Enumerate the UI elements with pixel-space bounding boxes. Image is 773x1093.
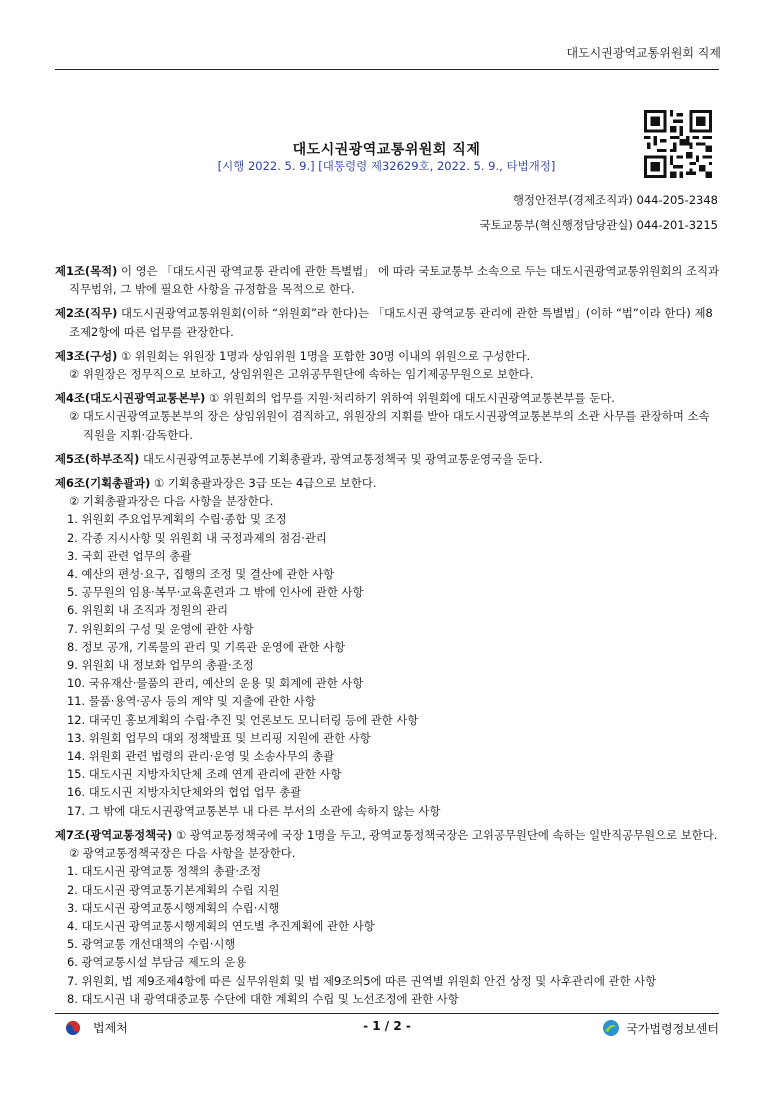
item-list (55, 862, 719, 1008)
list-item: 3. 국회 관련 업무의 총괄 (67, 548, 192, 563)
article-heading[interactable]: 제5조(하부조직) (55, 451, 140, 466)
list-item: 9. 위원회 내 정보화 업무의 총괄·조정 (67, 658, 254, 673)
footer (55, 1019, 719, 1037)
article-heading[interactable]: 제1조(목적) (55, 264, 118, 278)
article-text: ① 위원회의 업무를 지원·처리하기 위하여 위원회에 대도시권광역교통본부를 둔다. (205, 391, 615, 406)
article-text: ① 기획총괄과장은 3급 또는 4급으로 보한다. (150, 476, 377, 491)
effective-date-info[interactable]: [시행 2022. 5. 9.] [대통령령 제32629호, 2022. 5. 9., 타법개정] (217, 159, 556, 173)
article-heading[interactable]: 제6조(기획총괄과) (55, 476, 151, 491)
article-heading[interactable]: 제7조(광역교통정책국) (55, 827, 173, 842)
list-item: 12. 대국민 홍보계획의 수립·추진 및 언론보도 모니터링 등에 관한 사항 (67, 712, 419, 727)
article-2 (55, 304, 719, 340)
list-item: 17. 그 밖에 대도시권광역교통본부 내 다른 부서의 소관에 속하지 않는 사항 (67, 803, 441, 818)
list-item: 11. 물품·용역·공사 등의 계약 및 지출에 관한 사항 (67, 694, 316, 709)
list-item: 10. 국유재산·물품의 관리, 예산의 운용 및 회계에 관한 사항 (67, 676, 364, 691)
ministry-contact-2: 국토교통부(혁신행정담당관실) 044-201-3215 (479, 218, 718, 232)
article-heading[interactable]: 제3조(구성) (55, 348, 118, 363)
article-text: ① 광역교통정책국에 국장 1명을 두고, 광역교통정책국장은 고위공무원단에 속하는 일반직공무원으로 보한다. (172, 827, 718, 842)
article-5 (55, 450, 719, 468)
article-paragraph: ② 위원장은 정무직으로 보하고, 상임위원은 고위공무원단에 속하는 임기제공무원으로 보한다. (69, 367, 534, 382)
list-item: 14. 위원회 관련 법령의 관리·운영 및 소송사무의 총괄 (67, 749, 335, 764)
document-title: 대도시권광역교통위원회 직제 (292, 142, 481, 158)
list-item: 2. 각종 지시사항 및 위원회 내 국정과제의 점검·관리 (67, 530, 327, 545)
article-text: 이 영은 「대도시권 광역교통 관리에 관한 특별법」 에 따라 국토교통부 소속으로 두는 대도시권광역교통위원회의 조직과 직무범위, 그 밖에 필요한 사항을 규정함을 목적으로 한다. (69, 264, 719, 297)
footer-law-center: 국가법령정보센터 (626, 1021, 719, 1036)
article-7 (55, 826, 719, 1008)
list-item: 5. 공무원의 임용·복무·교육훈련과 그 밖에 인사에 관한 사항 (67, 585, 364, 600)
article-3 (55, 347, 719, 383)
list-item: 8. 대도시권 내 광역대중교통 수단에 대한 계획의 수립 및 노선조정에 관한 사항 (67, 991, 459, 1006)
footer-rule (55, 1013, 719, 1014)
article-paragraph: ② 대도시권광역교통본부의 장은 상임위원이 겸직하고, 위원장의 지휘를 받아 대도시권광역교통본부의 소관 사무를 관장하며 소속 직원을 지휘·감독한다. (69, 409, 710, 442)
list-item: 16. 대도시권 지방자치단체와의 협업 업무 총괄 (67, 785, 302, 800)
article-6 (55, 474, 719, 820)
article-paragraph: ② 기획총괄과장은 다음 사항을 분장한다. (69, 494, 274, 509)
list-item: 7. 위원회, 법 제9조제4항에 따른 실무위원회 및 법 제9조의5에 따른 권역별 위원회 안건 상정 및 사후관리에 관한 사항 (67, 973, 657, 988)
item-list (55, 510, 719, 819)
article-paragraph: ② 광역교통정책국장은 다음 사항을 분장한다. (69, 846, 296, 861)
list-item: 8. 정보 공개, 기록물의 관리 및 기록관 운영에 관한 사항 (67, 639, 346, 654)
article-text: 대도시권광역교통위원회(이하 “위원회”라 한다)는 「대도시권 광역교통 관리에 관한 특별법」(이하 “법”이라 한다) 제8조제2항에 따른 업무를 관장한다. (69, 306, 713, 339)
list-item: 2. 대도시권 광역교통기본계획의 수립 지원 (67, 882, 280, 897)
list-item: 5. 광역교통 개선대책의 수립·시행 (67, 937, 236, 952)
article-4 (55, 389, 719, 444)
running-title: 대도시권광역교통위원회 직제 (566, 46, 721, 60)
list-item: 3. 대도시권 광역교통시행계획의 수립·시행 (67, 900, 280, 915)
list-item: 13. 위원회 업무의 대외 정책발표 및 브리핑 지원에 관한 사항 (67, 730, 371, 745)
document-body (55, 262, 719, 1014)
list-item: 4. 대도시권 광역교통시행계획의 연도별 추진계획에 관한 사항 (67, 918, 375, 933)
ministry-contact-1: 행정안전부(경제조직과) 044-205-2348 (512, 193, 718, 207)
list-item: 4. 예산의 편성·요구, 집행의 조정 및 결산에 관한 사항 (67, 567, 335, 582)
article-heading[interactable]: 제4조(대도시권광역교통본부) (55, 391, 206, 406)
list-item: 6. 광역교통시설 부담금 제도의 운용 (67, 955, 247, 970)
list-item: 1. 위원회 주요업무계획의 수립·종합 및 조정 (67, 512, 287, 527)
list-item: 1. 대도시권 광역교통 정책의 총괄·조정 (67, 864, 262, 879)
article-text: ① 위원회는 위원장 1명과 상임위원 1명을 포함한 30명 이내의 위원으로 구성한다. (117, 348, 531, 363)
page-number: - 1 / 2 - (363, 1019, 411, 1033)
article-1 (55, 262, 719, 298)
article-text: 대도시권광역교통본부에 기획총괄과, 광역교통정책국 및 광역교통운영국을 둔다. (139, 451, 543, 466)
header-rule (55, 69, 719, 70)
law-center-logo-icon (602, 1019, 620, 1037)
article-heading[interactable]: 제2조(직무) (55, 306, 118, 321)
list-item: 15. 대도시권 지방자치단체 조례 연계 관리에 관한 사항 (67, 767, 342, 782)
footer-right (602, 1019, 719, 1037)
list-item: 7. 위원회의 구성 및 운영에 관한 사항 (67, 621, 254, 636)
footer-publisher: 법제처 (93, 1021, 128, 1035)
list-item: 6. 위원회 내 조직과 정원의 관리 (67, 603, 229, 618)
